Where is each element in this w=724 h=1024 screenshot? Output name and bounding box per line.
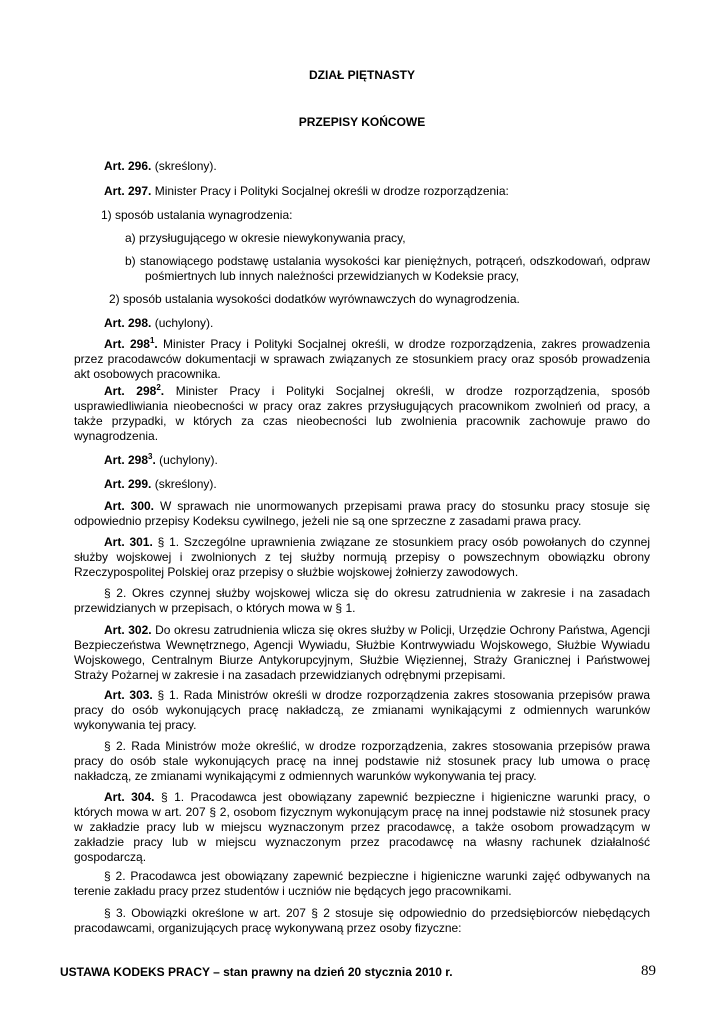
article-label: Art. 303.	[104, 688, 153, 702]
article-298-1: Art. $298^1$. Minister Pracy i Polityki Socjalnej określi, w drodze rozporządzenia, zakres prowadzenia przez pracodawców dokumentacji w sprawach związanych ze stosunkiem pracy oraz sposób prowadzenia akt osobowych pracownika.	[74, 336, 650, 381]
article-label: Art. 298	[104, 453, 149, 467]
article-text: Minister Pracy i Polityki Socjalnej określi w drodze rozporządzenia:	[154, 184, 509, 198]
article-299	[74, 477, 650, 492]
list-point-1a: a) przysługującego w okresie niewykonywania pracy,	[125, 231, 406, 245]
page-footer: USTAWA KODEKS PRACY – stan prawny na dzień 20 stycznia 2010 r.	[60, 965, 453, 979]
page-number: 89	[641, 963, 656, 979]
article-303-par-2: § 2. Rada Ministrów może określić, w drodze rozporządzenia, zakres stosowania przepisów prawa pracy do osób stale wykonujących pracę na innej podstawie niż stosunek pracy lub umowa o pracę nakładczą, ze zmianami wynikającymi z odmiennych warunków wykonywania tej pracy.	[74, 739, 650, 783]
article-text: Do okresu zatrudnienia wlicza się okres służby w Policji, Urzędzie Ochrony Państwa, Agencji Bezpieczeństwa Wewnętrznego, Agencji Wywiadu, Służbie Kontrwywiadu Wojskowego, Służbie Wywiadu Wojskowego, Centralnym Biurze Antykorupcyjnym, Służbie Więziennej, Straży Granicznej i Państwowej Straży Pożarnej w zakresie i na zasadach przewidzianych odrębnymi przepisami.	[74, 623, 650, 682]
article-text: Minister Pracy i Polityki Socjalnej określi, w drodze rozporządzenia, sposób usprawiedliwiania nieobecności w pracy oraz zakres przysługujących pracownikom zwolnień od pracy, a także przypadki, w których za czas nieobecności lub zwolnienia pracownik zachowuje prawo do wynagrodzenia.	[74, 384, 650, 443]
article-304-par-3: § 3. Obowiązki określone w art. 207 § 2 stosuje się odpowiednio do przedsiębiorców niebędących pracodawcami, organizujących pracę wykonywaną przez osoby fizyczne:	[74, 906, 650, 935]
article-label: Art. 298	[104, 384, 157, 398]
section-title: PRZEPISY KOŃCOWE	[298, 115, 426, 129]
article-text: § 1. Szczególne uprawnienia związane ze stosunkiem pracy osób powołanych do czynnej służby wojskowej i zwolnionych z tej służby normują przepisy o powszechnym obowiązku obrony Rzeczypospolitej Polskiej oraz przepisy o służbie wojskowej żołnierzy zawodowych.	[74, 535, 650, 579]
article-text: (uchylony).	[154, 316, 214, 330]
article-300	[74, 499, 650, 529]
article-298-2: Art. $298^2$. Minister Pracy i Polityki Socjalnej określi, w drodze rozporządzenia, sposób usprawiedliwiania nieobecności w pracy oraz zakres przysługujących pracownikom zwolnień od pracy, a także przypadki, w których za czas nieobecności lub zwolnienia pracownik zachowuje prawo do wynagrodzenia.	[74, 383, 650, 443]
article-301-par-1	[74, 535, 650, 580]
article-text: § 1. Pracodawca jest obowiązany zapewnić bezpieczne i higieniczne warunki pracy, o których mowa w art. 207 § 2, osobom fizycznym wykonującym pracę na innej podstawie niż stosunek pracy w zakładzie pracy lub w miejscu wyznaczonym przez pracodawcę, a także osobom prowadzącym w zakładzie pracy lub w miejscu wyznaczonym przez pracodawcę na własny rachunek działalność gospodarczą.	[74, 790, 650, 864]
division-heading: DZIAŁ PIĘTNASTY	[308, 68, 415, 82]
article-label: Art. 299.	[104, 477, 152, 491]
list-point-1: 1) sposób ustalania wynagrodzenia:	[101, 208, 293, 222]
article-296	[74, 159, 650, 174]
article-298	[74, 316, 650, 331]
article-label: Art. 302.	[104, 623, 152, 637]
article-text: (uchylony).	[159, 453, 218, 467]
article-label: Art. 297.	[104, 184, 152, 198]
article-text: § 1. Rada Ministrów określi w drodze rozporządzenia zakres stosowania przepisów prawa pracy do osób wykonujących pracę nakładczą, ze zmianami wynikającymi z odmiennych warunków wykonywania tej pracy.	[74, 688, 650, 732]
article-label: Art. 298	[104, 337, 150, 351]
article-label: Art. 300.	[104, 499, 155, 513]
article-label: Art. 301.	[104, 535, 153, 549]
article-text: W sprawach nie unormowanych przepisami prawa pracy do stosunku pracy stosuje się odpowiednio przepisy Kodeksu cywilnego, jeżeli nie są one sprzeczne z zasadami prawa pracy.	[74, 499, 651, 528]
list-point-2: 2) sposób ustalania wysokości dodatków wyrównawczych do wynagrodzenia.	[109, 292, 520, 306]
article-301-par-2: § 2. Okres czynnej służby wojskowej wlicza się do okresu zatrudnienia w zakresie i na zasadach przewidzianych w przepisach, o których mowa w § 1.	[74, 586, 650, 615]
article-text: (skreślony).	[154, 159, 217, 173]
article-superscript: 1	[149, 336, 155, 345]
article-text: Minister Pracy i Polityki Socjalnej określi, w drodze rozporządzenia, zakres prowadzenia przez pracodawców dokumentacji w sprawach związanych ze stosunkiem pracy oraz sposób prowadzenia akt osobowych pracownika.	[74, 337, 650, 381]
article-298-3: Art. $298^3$. (uchylony).	[104, 452, 218, 467]
article-label: Art. 296.	[104, 159, 152, 173]
article-label: Art. 304.	[104, 790, 155, 804]
article-superscript: 2	[156, 383, 161, 392]
article-label: Art. 298.	[104, 316, 152, 330]
list-point-1b: b) stanowiącego podstawę ustalania wysokości kar pieniężnych, potrąceń, odszkodowań, odpraw pośmiertnych lub innych należności przewidzianych w Kodeksie pracy,	[125, 254, 650, 283]
article-304-par-2: § 2. Pracodawca jest obowiązany zapewnić bezpieczne i higieniczne warunki zajęć odbywanych na terenie zakładu pracy przez studentów i uczniów nie będących jego pracownikami.	[74, 869, 650, 898]
article-text: (skreślony).	[154, 477, 217, 491]
article-302	[74, 623, 650, 683]
article-297	[74, 184, 650, 199]
article-303-par-1	[74, 688, 650, 733]
article-superscript: 3	[148, 452, 153, 461]
article-304-par-1	[74, 790, 650, 865]
